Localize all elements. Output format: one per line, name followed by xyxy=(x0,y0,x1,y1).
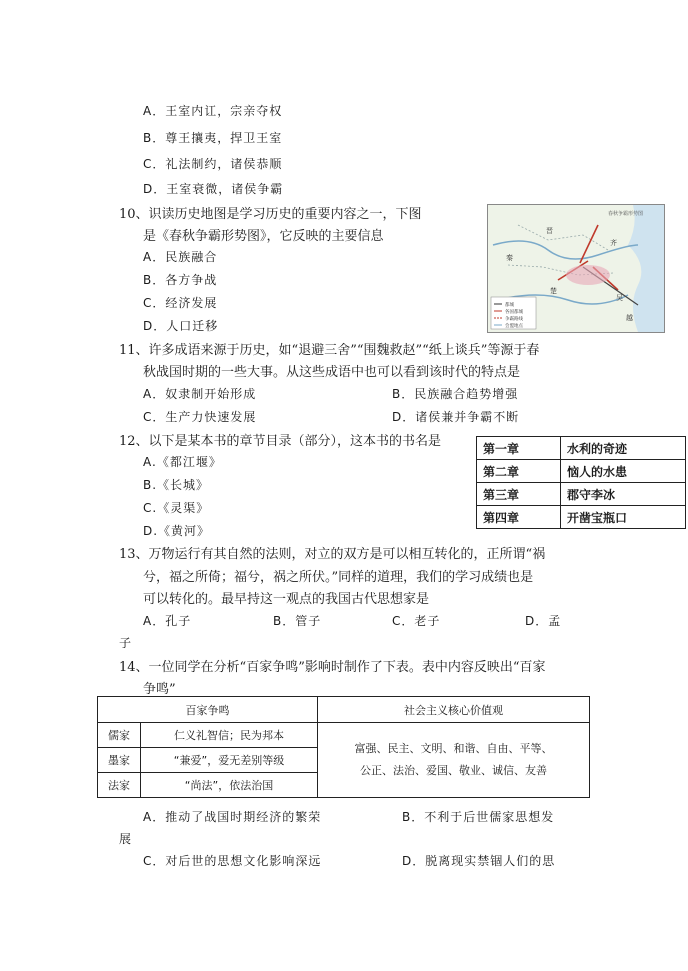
q10-option-a: A．民族融合 xyxy=(143,250,218,264)
q11-option-c: C．生产力快速发展 xyxy=(143,410,257,424)
header-hundred-schools: 百家争鸣 xyxy=(98,697,318,723)
q9-option-c: C．礼法制约，诸侯恭顺 xyxy=(143,157,283,171)
q10-option-b: B．各方争战 xyxy=(143,273,218,287)
q13-option-d: D．孟 xyxy=(525,614,562,628)
chapter-title: 恼人的水患 xyxy=(560,460,685,483)
map-label-jin: 晋 xyxy=(546,227,553,235)
q13-stem-line1: 13、万物运行有其自然的法则，对立的双方是可以相互转化的，正所谓“祸 xyxy=(119,547,546,562)
q14-stem-line2: 争鸣” xyxy=(143,682,176,697)
map-label-chu: 楚 xyxy=(550,287,557,295)
q12-option-d: D.《黄河》 xyxy=(143,524,211,538)
q14-option-a: A．推动了战国时期经济的繁荣 xyxy=(143,810,322,824)
q13-option-b: B．管子 xyxy=(273,614,322,628)
school-idea: “兼爱”，爱无差别等级 xyxy=(141,748,318,773)
core-values-line1: 富强、民主、文明、和谐、自由、平等、 xyxy=(354,742,553,755)
school-name: 法家 xyxy=(98,773,141,798)
q12-option-b: B.《长城》 xyxy=(143,478,210,492)
q14-option-c: C．对后世的思想文化影响深远 xyxy=(143,854,322,868)
table-row xyxy=(98,723,590,748)
q12-option-a: A.《都江堰》 xyxy=(143,455,222,469)
hundred-schools-table xyxy=(97,696,590,798)
q11-option-b: B．民族融合趋势增强 xyxy=(392,387,519,401)
q13-option-d-wrap: 子 xyxy=(119,636,133,650)
map-title: 春秋争霸形势图 xyxy=(608,211,644,217)
q9-option-a: A．王室内讧，宗亲夺权 xyxy=(143,104,283,118)
q13-option-c: C．老子 xyxy=(392,614,441,628)
school-idea: “尚法”，依法治国 xyxy=(141,773,318,798)
q10-option-c: C．经济发展 xyxy=(143,296,218,310)
chapter-number: 第四章 xyxy=(477,506,561,529)
map-label-qi: 齐 xyxy=(610,239,617,247)
q10-option-d: D．人口迁移 xyxy=(143,319,219,333)
q11-stem-line1: 11、许多成语来源于历史，如“退避三舍”“围魏救赵”“纸上谈兵”等源于春 xyxy=(119,343,540,358)
q14-option-b-wrap: 展 xyxy=(119,832,133,846)
q11-option-d: D．诸侯兼并争霸不断 xyxy=(392,410,520,424)
school-idea: 仁义礼智信；民为邦本 xyxy=(141,723,318,748)
core-values-line2: 公正、法治、爱国、敬业、诚信、友善 xyxy=(360,764,547,777)
chapter-row xyxy=(477,437,686,460)
school-name: 墨家 xyxy=(98,748,141,773)
q13-stem-line3: 可以转化的。最早持这一观点的我国古代思想家是 xyxy=(143,592,430,607)
chapter-row xyxy=(477,506,686,529)
spring-autumn-hegemony-map xyxy=(487,204,665,333)
chapter-title: 郡守李冰 xyxy=(560,483,685,506)
q12-option-c: C.《灵渠》 xyxy=(143,501,210,515)
map-legend-text-4: 会盟地点 xyxy=(505,324,523,329)
q10-stem-line2: 是《春秋争霸形势图》，它反映的主要信息 xyxy=(143,229,384,244)
chapter-number: 第二章 xyxy=(477,460,561,483)
map-legend-text-3: 争霸路线 xyxy=(505,317,523,322)
q14-option-d: D．脱离现实禁锢人们的思 xyxy=(402,854,556,868)
map-label-yue: 越 xyxy=(626,314,633,322)
q12-stem: 12、以下是某本书的章节目录（部分），这本书的书名是 xyxy=(119,434,442,449)
map-conflict-area xyxy=(566,265,610,285)
q14-option-b: B．不利于后世儒家思想发 xyxy=(402,810,555,824)
map-legend-text-2: 各国都城 xyxy=(505,310,523,315)
q11-stem-line2: 秋战国时期的一些大事。从这些成语中也可以看到该时代的特点是 xyxy=(143,365,521,380)
header-core-values: 社会主义核心价值观 xyxy=(318,697,590,723)
q9-option-b: B．尊王攘夷，捍卫王室 xyxy=(143,131,283,145)
chapter-number: 第三章 xyxy=(477,483,561,506)
chapter-table xyxy=(476,436,686,529)
chapter-row xyxy=(477,460,686,483)
q14-stem-line1: 14、一位同学在分析“百家争鸣”影响时制作了下表。表中内容反映出“百家 xyxy=(119,660,546,675)
table-header-row xyxy=(98,697,590,723)
chapter-number: 第一章 xyxy=(477,437,561,460)
school-name: 儒家 xyxy=(98,723,141,748)
q13-stem-line2: 兮，福之所倚；福兮，祸之所伏。”同样的道理，我们的学习成绩也是 xyxy=(143,570,534,585)
core-values-cell xyxy=(318,723,590,798)
map-label-qin: 秦 xyxy=(506,254,513,262)
q13-option-a: A．孔子 xyxy=(143,614,192,628)
map-graphic xyxy=(488,205,664,332)
q11-option-a: A．奴隶制开始形成 xyxy=(143,387,257,401)
q10-stem-line1: 10、识读历史地图是学习历史的重要内容之一，下图 xyxy=(119,207,422,222)
map-label-wu: 吴 xyxy=(616,294,623,302)
chapter-title: 水利的奇迹 xyxy=(560,437,685,460)
map-legend-text-1: 都城 xyxy=(505,303,514,308)
chapter-row xyxy=(477,483,686,506)
chapter-title: 开凿宝瓶口 xyxy=(560,506,685,529)
q9-option-d: D．王室衰微，诸侯争霸 xyxy=(143,182,284,196)
